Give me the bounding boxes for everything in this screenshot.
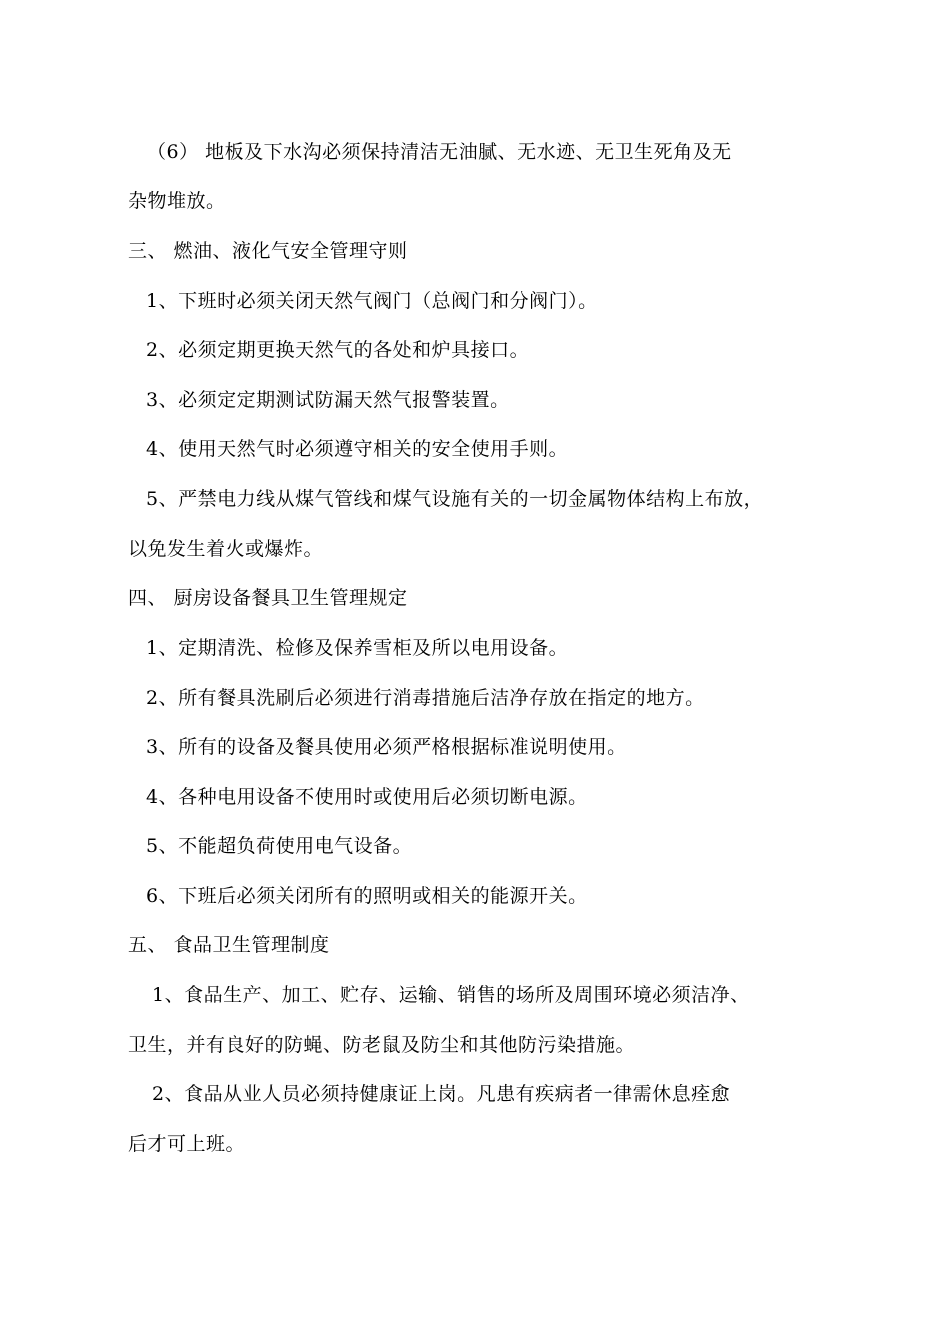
section-3-item-5-line-1: 5、严禁电力线从煤气管线和煤气设施有关的一切金属物体结构上布放， [146,488,764,510]
section-4-item-5: 5、不能超负荷使用电气设备。 [146,835,413,857]
section-5-item-2-line-1: 2、食品从业人员必须持健康证上岗。凡患有疾病者一律需休息痊愈 [152,1083,731,1105]
section-3-item-5-line-2: 以免发生着火或爆炸。 [128,538,324,560]
section-3-item-2: 2、必须定期更换天然气的各处和炉具接口。 [146,339,530,361]
section-4-item-2: 2、所有餐具洗刷后必须进行消毒措施后洁净存放在指定的地方。 [146,687,705,709]
section-5-item-2-line-2: 后才可上班。 [128,1133,246,1155]
section-4-item-1: 1、定期清洗、检修及保养雪柜及所以电用设备。 [146,637,569,659]
section-3-item-3: 3、必须定定期测试防漏天然气报警装置。 [146,389,510,411]
section-4-heading: 四、 厨房设备餐具卫生管理规定 [128,587,408,609]
section-4-item-6: 6、下班后必须关闭所有的照明或相关的能源开关。 [146,885,588,907]
section-4-item-4: 4、各种电用设备不使用时或使用后必须切断电源。 [146,786,588,808]
paragraph-6-line-1: （6） 地板及下水沟必须保持清洁无油腻、无水迹、无卫生死角及无 [147,141,732,163]
paragraph-6-line-2: 杂物堆放。 [128,190,226,212]
section-3-item-1: 1、下班时必须关闭天然气阀门（总阀门和分阀门）。 [146,290,598,312]
section-5-item-1-line-2: 卫生，并有良好的防蝇、防老鼠及防尘和其他防污染措施。 [128,1034,636,1056]
section-5-item-1-line-1: 1、食品生产、加工、贮存、运输、销售的场所及周围环境必须洁净、 [152,984,750,1006]
section-4-item-3: 3、所有的设备及餐具使用必须严格根据标准说明使用。 [146,736,627,758]
section-3-heading: 三、 燃油、液化气安全管理守则 [128,240,408,262]
section-3-item-4: 4、使用天然气时必须遵守相关的安全使用手则。 [146,438,569,460]
section-5-heading: 五、 食品卫生管理制度 [128,934,330,956]
